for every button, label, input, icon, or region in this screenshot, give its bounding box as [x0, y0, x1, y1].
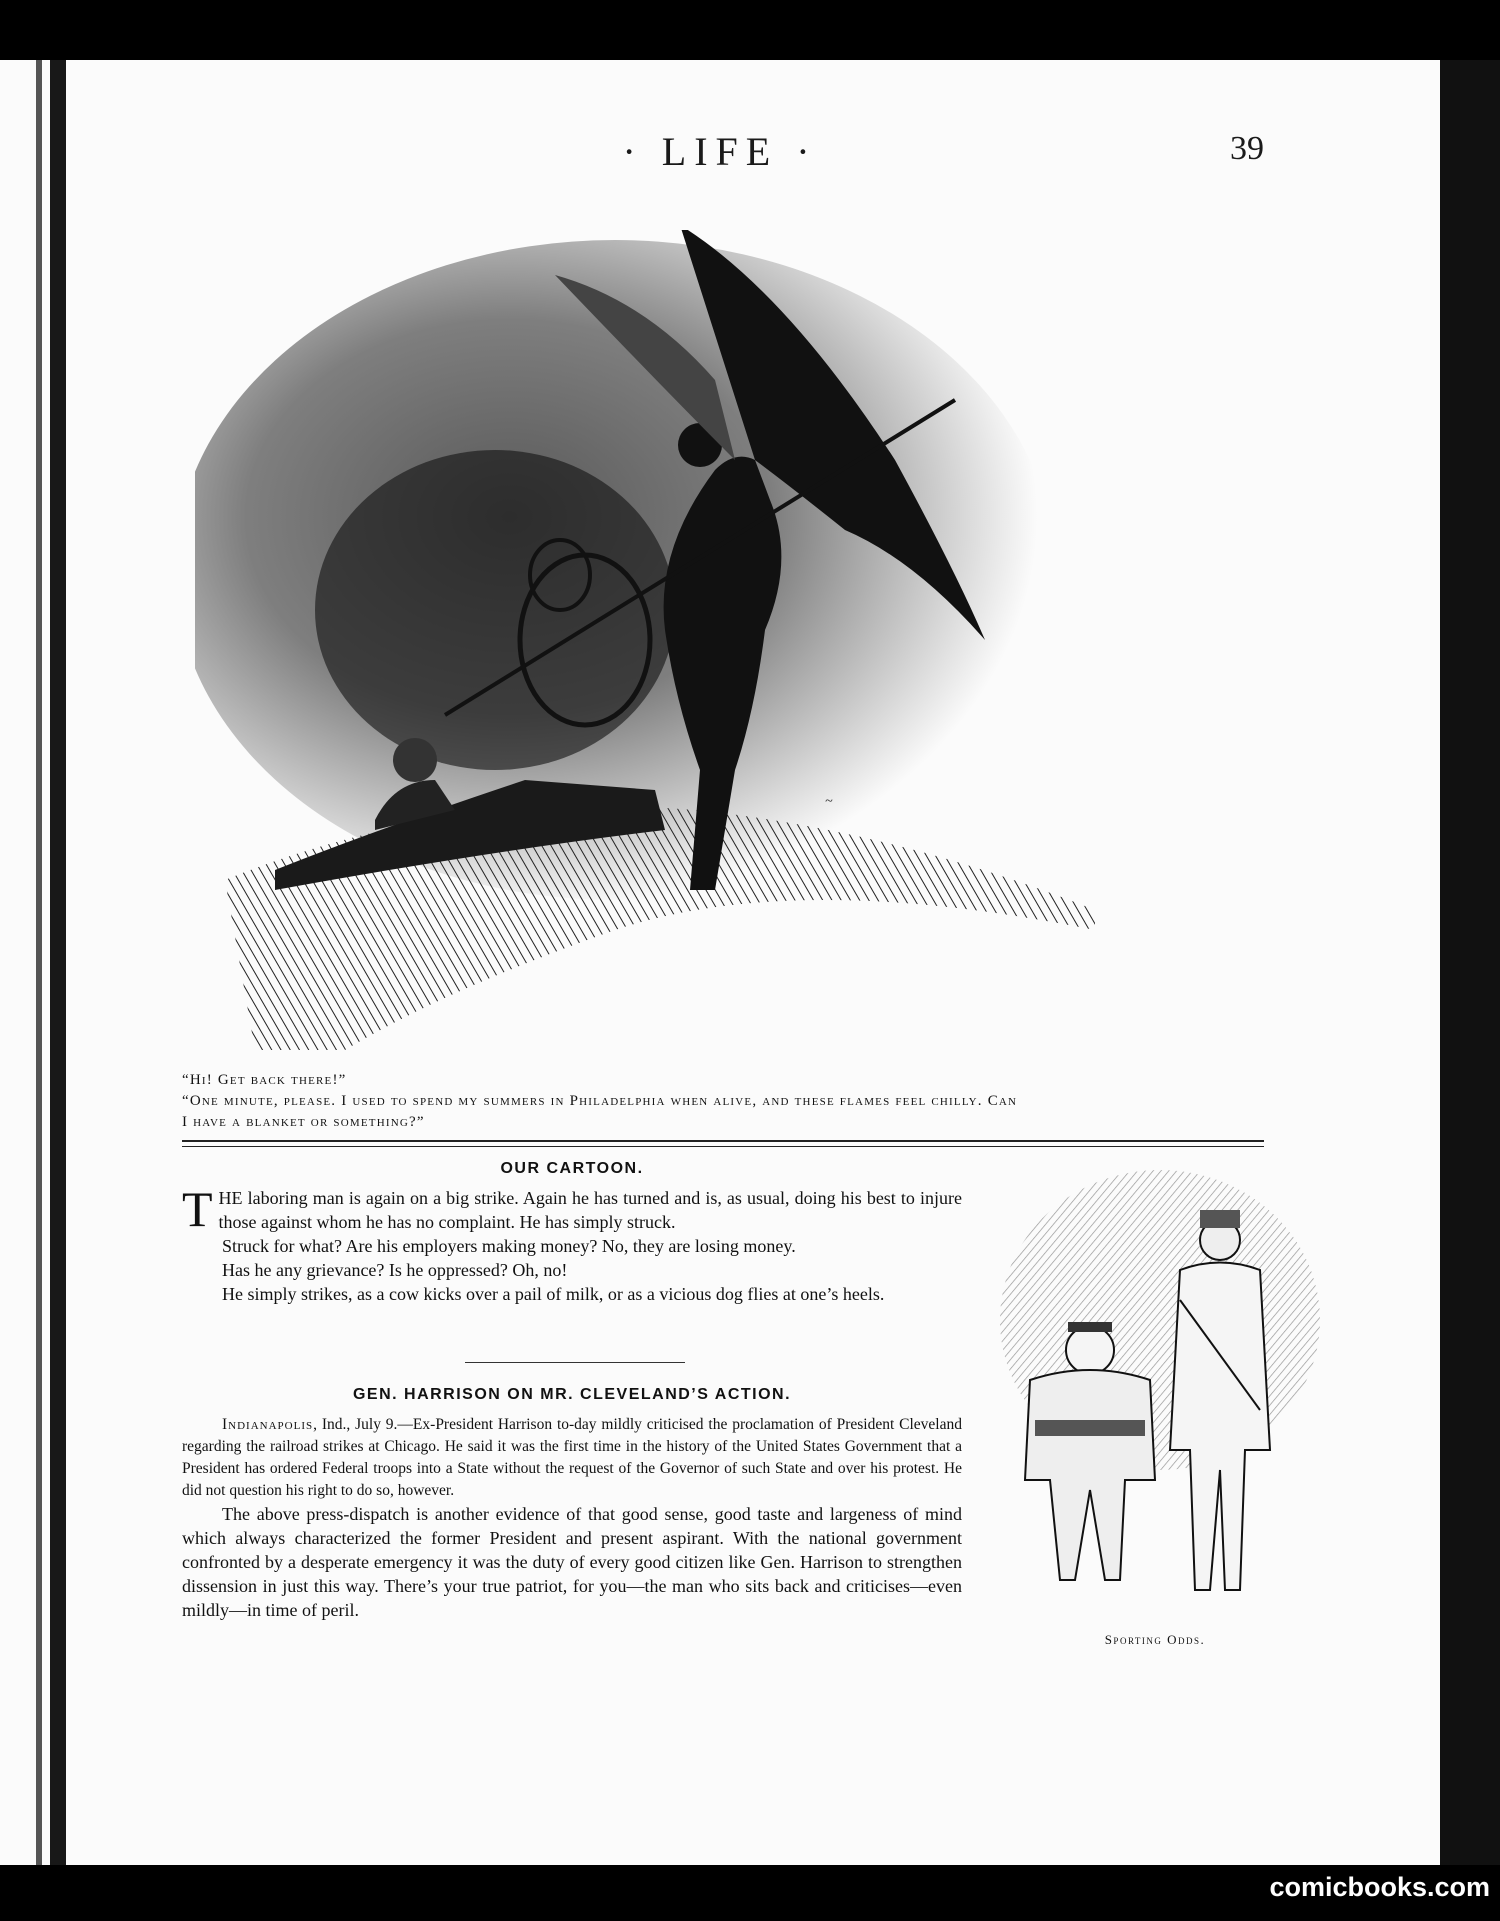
- binding-edge: [50, 60, 66, 1865]
- watermark-text: comicbooks.com: [1269, 1872, 1490, 1902]
- our-cartoon-article: [182, 1181, 962, 1306]
- our-cartoon-heading: OUR CARTOON.: [500, 1160, 644, 1177]
- magazine-title: · LIFE ·: [622, 129, 818, 174]
- cartoon-caption: [182, 1070, 1272, 1133]
- caption-line-3: I have a blanket or something?”: [182, 1114, 425, 1130]
- side-cartoon-illustration: [990, 1150, 1320, 1610]
- harrison-article: [182, 1414, 962, 1622]
- spine-shadow: [36, 60, 42, 1865]
- article-divider: [465, 1362, 685, 1363]
- side-cartoon-caption: Sporting Odds.: [1104, 1632, 1206, 1647]
- article-paragraph: The above press-dispatch is another evidence of that good sense, good taste and largeness of mind which always characterized the former President and present aspirant. With the national government confronted by a desperate emergency it was the duty of every good citizen like Gen. Harrison to strengthen dissension in just this way. There’s your true patriot, for you—the man who sits back and criticises—even mildly—in time of peril.: [182, 1504, 962, 1620]
- article-paragraph: He simply strikes, as a cow kicks over a pail of milk, or as a vicious dog flies at one’s heels.: [222, 1284, 885, 1304]
- harrison-heading: GEN. HARRISON ON MR. CLEVELAND’S ACTION.: [352, 1386, 792, 1403]
- page-number: 39: [1230, 130, 1264, 167]
- main-cartoon-illustration: [195, 230, 1280, 1070]
- article-paragraph: Has he any grievance? Is he oppressed? Oh, no!: [222, 1260, 568, 1280]
- caption-line-1: “Hi! Get back there!”: [182, 1072, 347, 1088]
- svg-text:~: ~: [825, 794, 833, 809]
- section-rule-thin: [182, 1146, 1264, 1147]
- article-paragraph: HE laboring man is again on a big strike. Again he has turned and is, as usual, doing his best to injure those against whom he has no complaint. He has simply struck.: [218, 1188, 962, 1232]
- article-paragraph: Struck for what? Are his employers making money? No, they are losing money.: [222, 1236, 796, 1256]
- article-paragraph: , Ind., July 9.—Ex-President Harrison to-day mildly criticised the proclamation of President Cleveland regarding the railroad strikes at Chicago. He said it was the first time in the history of the United States Government that a President has ordered Federal troops into a State without the request of the Governor of such State and over his protest. He did not question his right to do so, however.: [182, 1416, 962, 1499]
- dateline: Indianapolis: [222, 1416, 314, 1433]
- drop-cap: T: [182, 1181, 213, 1237]
- caption-line-2: “One minute, please. I used to spend my summers in Philadelphia when alive, and these flames feel chilly. Can: [182, 1093, 1018, 1109]
- section-rule: [182, 1140, 1264, 1142]
- scan-border: [1440, 60, 1500, 1865]
